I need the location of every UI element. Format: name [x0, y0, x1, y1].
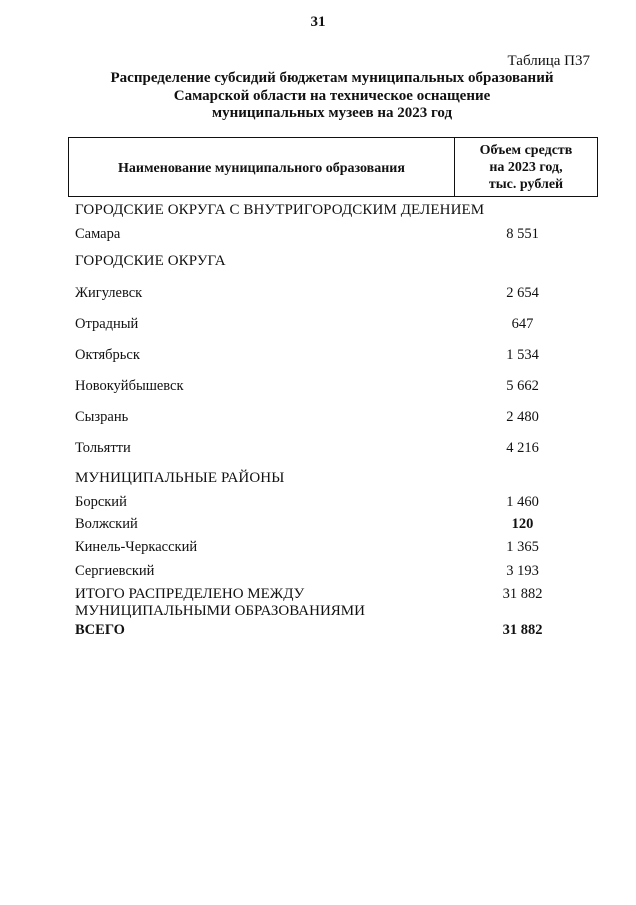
row-value: 4 216 — [506, 440, 539, 456]
row-value: 1 365 — [506, 539, 539, 555]
row-name: Новокуйбышевск — [75, 378, 184, 394]
itogo-label-line-2: МУНИЦИПАЛЬНЫМИ ОБРАЗОВАНИЯМИ — [75, 603, 365, 619]
table-header — [68, 137, 598, 197]
row-name: Волжский — [75, 516, 138, 532]
page-number: 31 — [310, 14, 326, 30]
header-value-column — [455, 138, 597, 196]
row-value: 120 — [511, 516, 534, 532]
itogo-label-line-1: ИТОГО РАСПРЕДЕЛЕНО МЕЖДУ — [75, 586, 305, 602]
itogo-value: 31 882 — [502, 586, 543, 602]
table-title — [90, 70, 574, 123]
header-name-column: Наименование муниципального образования — [69, 138, 455, 196]
section-title: ГОРОДСКИЕ ОКРУГА — [75, 253, 226, 269]
row-name: Самара — [75, 226, 121, 242]
title-line-2: Самарской области на техническое оснащение — [173, 87, 491, 104]
title-line-1: Распределение субсидий бюджетам муниципальных образований — [110, 70, 554, 86]
vsego-value: 31 882 — [502, 622, 543, 638]
section-title: ГОРОДСКИЕ ОКРУГА С ВНУТРИГОРОДСКИМ ДЕЛЕНИЕМ — [75, 202, 485, 218]
table-label: Таблица П37 — [507, 53, 590, 69]
row-value: 1 534 — [506, 347, 539, 363]
vsego-label: ВСЕГО — [75, 622, 125, 638]
row-name: Отрадный — [75, 316, 139, 332]
row-value: 1 460 — [506, 494, 539, 510]
row-name: Сызрань — [75, 409, 129, 425]
row-name: Борский — [75, 494, 127, 510]
row-name: Жигулевск — [75, 285, 143, 301]
row-name: Тольятти — [75, 440, 131, 456]
row-value: 2 480 — [506, 409, 539, 425]
row-name: Сергиевский — [75, 563, 155, 579]
row-value: 647 — [511, 316, 534, 332]
itogo-label — [75, 586, 365, 620]
header-value-line-3: тыс. рублей — [488, 176, 564, 192]
row-name: Кинель-Черкасский — [75, 539, 198, 555]
title-line-3: муниципальных музеев на 2023 год — [211, 105, 453, 121]
row-value: 8 551 — [506, 226, 539, 242]
row-name: Октябрьск — [75, 347, 140, 363]
row-value: 3 193 — [506, 563, 539, 579]
section-title: МУНИЦИПАЛЬНЫЕ РАЙОНЫ — [75, 470, 285, 486]
row-value: 2 654 — [506, 285, 539, 301]
row-value: 5 662 — [506, 378, 539, 394]
header-value-line-1: Объем средств — [479, 142, 573, 158]
header-value-line-2: на 2023 год, — [489, 159, 563, 175]
